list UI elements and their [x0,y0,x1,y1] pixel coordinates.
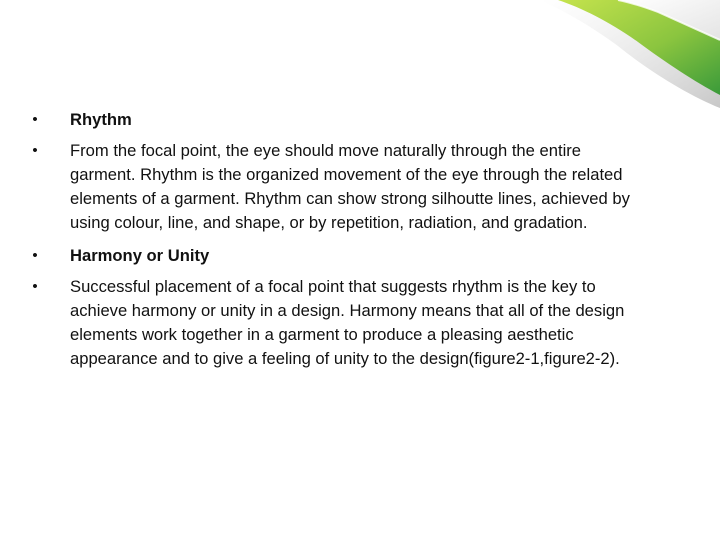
page-curl-decoration [500,0,720,110]
bullet-list [28,108,688,380]
bullet-marker: • [32,142,38,159]
bullet-marker: • [32,278,38,295]
bullet-text-rhythm: From the focal point, the eye should move naturally through the entire garment. Rhythm is the organized movement of the eye through the related elements of a garment. Rhythm can show strong silhoutte lines, achieved by using colour, line, and shape, or by repetition, radiation, and gradation. [70,141,630,232]
bullet-text-harmony: Successful placement of a focal point that suggests rhythm is the key to achieve harmony or unity in a design. Harmony means that all of the design elements work together in a garment to produce a pleasing aesthetic appearance and to give a feeling of unity to the design(figure2-1,figure2-2). [70,277,625,368]
bullet-marker: • [32,247,38,264]
list-item [28,108,688,132]
bullet-heading-rhythm: Rhythm [70,110,132,129]
list-item [28,244,688,268]
list-item [28,275,688,371]
list-item [28,139,688,235]
bullet-heading-harmony: Harmony or Unity [70,246,210,265]
bullet-marker: • [32,111,38,128]
